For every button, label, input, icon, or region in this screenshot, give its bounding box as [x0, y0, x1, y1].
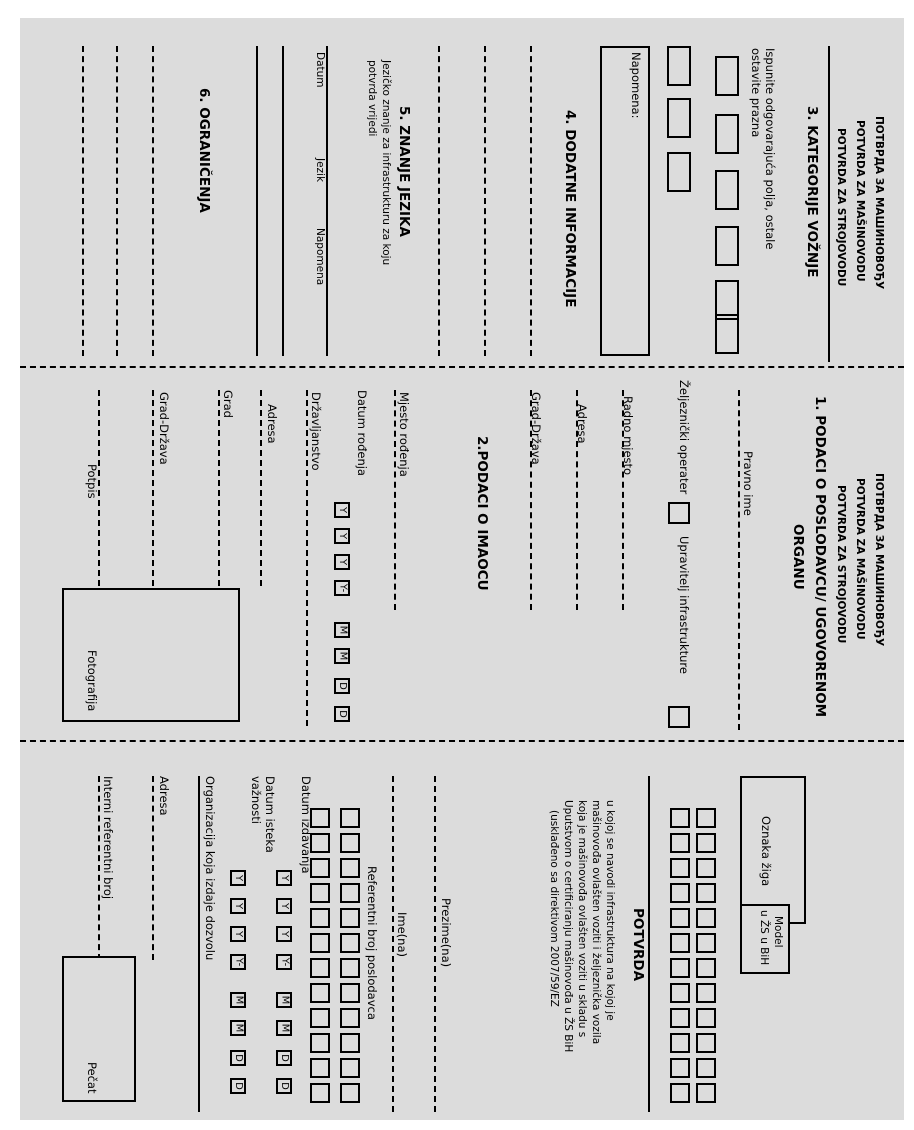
number-cell[interactable] [310, 1058, 330, 1078]
datum-izdavanja-label: Datum izdavanja [299, 776, 313, 874]
panel-separator-bottom [20, 740, 904, 742]
section6-title: 6. OGRANIČENJA [196, 88, 212, 213]
number-cell[interactable] [670, 808, 690, 828]
mjesto-rodenja-line[interactable] [394, 390, 396, 610]
header-line2-mid: POTVRDA ZA MAŠINOVODU [854, 478, 866, 640]
number-cell[interactable] [696, 933, 716, 953]
drzavljanstvo-label: Državljanstvo [309, 392, 323, 471]
potvrda-text-2: mašinovođa ovlašten voziti i željeznička vozila [590, 800, 602, 1045]
grad-line[interactable] [218, 390, 220, 586]
number-cell[interactable] [340, 883, 360, 903]
date-cell[interactable]: Y- [230, 954, 246, 970]
category-box[interactable] [715, 56, 739, 96]
date-cell[interactable]: D [276, 1050, 292, 1066]
restriction-line [152, 46, 154, 356]
section4-title: 4. DODATNE INFORMACIJE [562, 110, 578, 308]
section2-title: 2.PODACI O IMAOCU [474, 436, 490, 591]
upravitelj-label: Upravitelj infrastrukture [677, 536, 691, 674]
zeljeznicki-operater-label: Željeznički operater [677, 380, 691, 495]
info-line [484, 46, 486, 356]
date-cell[interactable]: M [230, 1020, 246, 1036]
language-table-rule [326, 46, 328, 356]
pravno-ime-line[interactable] [738, 390, 740, 730]
category-box[interactable] [667, 98, 691, 138]
number-cell[interactable] [696, 883, 716, 903]
prezime-line[interactable] [434, 776, 436, 1112]
number-cell[interactable] [670, 933, 690, 953]
number-cell[interactable] [340, 908, 360, 928]
interni-broj-line[interactable] [98, 776, 100, 960]
adresa-line-org[interactable] [152, 776, 154, 960]
number-cell[interactable] [340, 833, 360, 853]
number-cell[interactable] [670, 858, 690, 878]
upravitelj-checkbox[interactable] [668, 706, 690, 728]
section5-title: 5. ZNANJE JEZIKA [396, 106, 412, 237]
number-cell[interactable] [696, 958, 716, 978]
potvrda-text-1: u kojoj se navodi infrastruktura na kojoj je [604, 800, 616, 1021]
adresa-line-mid[interactable] [576, 390, 578, 610]
number-cell[interactable] [670, 1083, 690, 1103]
date-cell[interactable]: Y [334, 528, 350, 544]
section1-title-1: 1. PODACI O POSLODAVCU/ UGOVORENOM [812, 396, 828, 718]
datum-isteka-label-1: Datum isteka [263, 776, 277, 853]
date-cell[interactable]: M [276, 1020, 292, 1036]
number-cell[interactable] [696, 858, 716, 878]
number-cell[interactable] [670, 1033, 690, 1053]
number-cell[interactable] [696, 983, 716, 1003]
date-cell[interactable]: M [276, 992, 292, 1008]
category-box[interactable] [715, 114, 739, 154]
ime-line[interactable] [392, 776, 394, 1112]
language-row-line [282, 46, 284, 356]
section5-desc-2: potvrda vrijedi [366, 60, 378, 137]
pecat-box[interactable] [62, 956, 136, 1102]
category-box[interactable] [667, 46, 691, 86]
header-line1-mid: ПОТВРДА ЗА МАШИНОВОЂУ [873, 473, 885, 647]
date-cell[interactable]: D [230, 1050, 246, 1066]
number-cell[interactable] [340, 1083, 360, 1103]
napomena-label: Napomena: [629, 52, 643, 119]
number-cell[interactable] [670, 908, 690, 928]
adresa-label-org: Adresa [157, 776, 171, 816]
header-rule [828, 46, 830, 362]
interni-broj-label: Interni referentni broj [101, 776, 115, 900]
category-box[interactable] [667, 152, 691, 192]
date-cell[interactable]: D [334, 706, 350, 722]
number-cell[interactable] [310, 808, 330, 828]
potpis-label: Potpis [85, 464, 99, 499]
radno-mjesto-label: Radno mjesto [621, 396, 635, 476]
prezime-label: Prezime(na) [439, 898, 453, 968]
fotografija-label: Fotografija [85, 650, 99, 712]
potvrda-text-4: Uputstvom o certificiranju mašinovođa u ŽS BiH [562, 800, 574, 1053]
model-label-2: u ŽS u BiH [758, 910, 770, 966]
number-cell[interactable] [340, 1058, 360, 1078]
grad-drzava-label-holder: Grad-Država [157, 392, 171, 465]
potvrda-title: POTVRDA [630, 908, 646, 982]
section1-title-2: ORGANU [790, 524, 806, 590]
header-line1: ПОТВРДА ЗА МАШИНОВОЂУ [873, 116, 885, 290]
number-cell[interactable] [670, 958, 690, 978]
restriction-line [116, 46, 118, 356]
section3-title: 3. KATEGORIJE VOŽNJE [804, 106, 820, 278]
number-cell[interactable] [310, 983, 330, 1003]
section3-instruction-1: Ispunite odgovarajuća polja, ostale [763, 48, 777, 250]
mjesto-rodenja-label: Mjesto rođenja [397, 392, 411, 477]
number-cell[interactable] [340, 1033, 360, 1053]
date-cell[interactable]: Y [230, 870, 246, 886]
date-cell[interactable]: Y [334, 502, 350, 518]
column-napomena: Napomena [314, 228, 326, 286]
section3-instruction-2: ostavite prazna [749, 48, 763, 138]
referentni-broj-label: Referentni broj poslodavca [365, 866, 379, 1020]
date-cell[interactable]: Y [334, 554, 350, 570]
organizacija-rule [198, 776, 200, 1112]
number-cell[interactable] [310, 908, 330, 928]
zeljeznicki-operater-checkbox[interactable] [668, 502, 690, 524]
adresa-label-mid: Adresa [575, 404, 589, 444]
info-line [530, 46, 532, 356]
number-cell[interactable] [696, 1033, 716, 1053]
number-cell[interactable] [310, 883, 330, 903]
number-cell[interactable] [310, 858, 330, 878]
model-label-1: Model [772, 916, 784, 948]
header-line3-mid: POTVRDA ZA STROJOVODU [835, 485, 847, 644]
organizacija-label: Organizacija koja izdaje dozvolu [203, 776, 217, 961]
date-cell[interactable]: D [334, 678, 350, 694]
date-cell[interactable]: Y [230, 898, 246, 914]
number-cell[interactable] [340, 858, 360, 878]
number-cell[interactable] [340, 958, 360, 978]
number-cell[interactable] [670, 833, 690, 853]
number-cell[interactable] [340, 983, 360, 1003]
date-cell[interactable]: Y- [334, 580, 350, 596]
date-cell[interactable]: D [230, 1078, 246, 1094]
number-cell[interactable] [340, 808, 360, 828]
potvrda-text-3: koja je mašinovođa ovlašten voziti u skladu s [576, 800, 588, 1038]
date-cell[interactable]: Y [276, 870, 292, 886]
grad-label: Grad [221, 390, 235, 418]
date-cell[interactable]: M [334, 648, 350, 664]
pravno-ime-label: Pravno ime [741, 451, 755, 516]
number-cell[interactable] [310, 1008, 330, 1028]
potvrda-rule [648, 776, 650, 1112]
drzavljanstvo-line[interactable] [306, 390, 308, 726]
datum-rodenja-label: Datum rođenja [355, 390, 369, 476]
radno-mjesto-line[interactable] [622, 390, 624, 610]
oznaka-ziga-box [740, 776, 806, 924]
category-box[interactable] [715, 170, 739, 210]
column-jezik: Jezik [314, 158, 326, 183]
number-cell[interactable] [696, 1058, 716, 1078]
adresa-label-holder: Adresa [265, 404, 279, 444]
number-cell[interactable] [670, 883, 690, 903]
date-cell[interactable]: M [230, 992, 246, 1008]
grad-drzava-line-holder[interactable] [152, 390, 154, 586]
date-cell[interactable]: Y [276, 898, 292, 914]
section5-desc-1: Jezičko znanje za infrastrukturu za koju [380, 60, 392, 266]
adresa-line-holder[interactable] [260, 390, 262, 586]
number-cell[interactable] [696, 908, 716, 928]
header-line2: POTVRDA ZA MAŠINOVODU [854, 120, 866, 282]
number-cell[interactable] [696, 1008, 716, 1028]
column-datum: Datum [314, 52, 326, 88]
number-cell[interactable] [310, 1033, 330, 1053]
info-line [438, 46, 440, 356]
number-cell[interactable] [340, 933, 360, 953]
number-cell[interactable] [310, 833, 330, 853]
number-cell[interactable] [310, 958, 330, 978]
potvrda-text-5: (usklađeno sa direktivom 2007/59/EZ [548, 810, 560, 1007]
category-box[interactable] [715, 226, 739, 266]
pecat-label: Pečat [85, 1062, 99, 1094]
number-cell[interactable] [696, 833, 716, 853]
date-cell[interactable]: Y- [276, 954, 292, 970]
grad-drzava-line-mid[interactable] [530, 390, 532, 610]
number-cell[interactable] [310, 1083, 330, 1103]
panel-separator-top [20, 366, 904, 368]
oznaka-ziga-label: Oznaka žiga [759, 816, 773, 887]
number-cell[interactable] [670, 1058, 690, 1078]
number-cell[interactable] [696, 1083, 716, 1103]
datum-isteka-label-2: važnosti [249, 776, 263, 824]
language-row-line [256, 46, 258, 356]
number-cell[interactable] [696, 808, 716, 828]
form-sheet [20, 18, 904, 1120]
number-cell[interactable] [670, 1008, 690, 1028]
date-cell[interactable]: M [334, 622, 350, 638]
grad-drzava-label-mid: Grad-Država [529, 392, 543, 465]
header-line3: POTVRDA ZA STROJOVODU [835, 128, 847, 287]
restriction-line [82, 46, 84, 356]
ime-label: Ime(na) [395, 912, 409, 957]
date-cell[interactable]: Y [230, 926, 246, 942]
number-cell[interactable] [340, 1008, 360, 1028]
category-box[interactable] [715, 314, 739, 354]
number-cell[interactable] [670, 983, 690, 1003]
number-cell[interactable] [310, 933, 330, 953]
date-cell[interactable]: Y [276, 926, 292, 942]
date-cell[interactable]: D [276, 1078, 292, 1094]
